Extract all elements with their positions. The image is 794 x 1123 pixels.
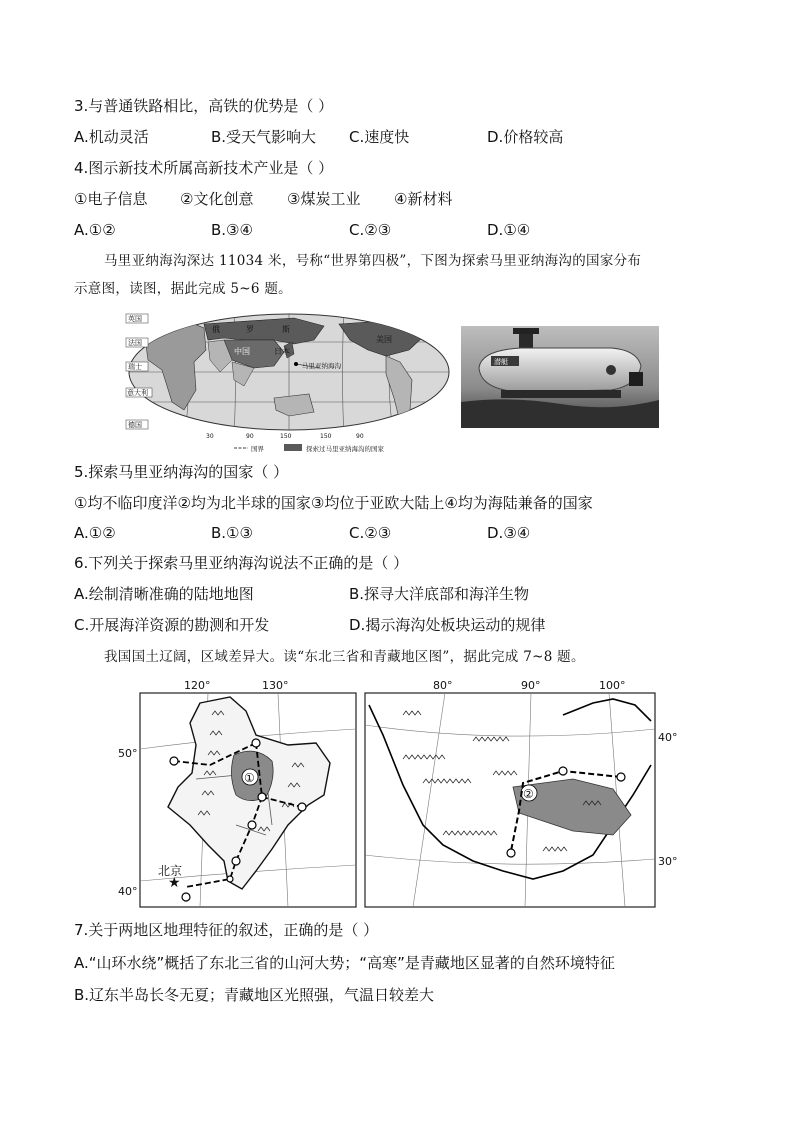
- label-france: 法国: [128, 339, 142, 347]
- label-japan: 日本: [274, 347, 290, 356]
- lon-label-5: 90: [356, 433, 364, 440]
- submersible-hull: [479, 348, 641, 392]
- beijing-label: 北京: [158, 864, 183, 878]
- qt-lon-label-2: 90°: [521, 679, 541, 692]
- q4-item-2: ②文化创意: [180, 190, 254, 208]
- passage1-line2: 示意图，读图，据此完成 5~6 题。: [74, 281, 292, 297]
- q7-stem: 7.关于两地区地理特征的叙述，正确的是（ ）: [74, 921, 379, 939]
- q4-option-d: D.①④: [487, 221, 531, 239]
- submersible-skid: [501, 390, 621, 398]
- label-uk: 英国: [128, 315, 142, 323]
- qt-lat-label-1: 40°: [658, 731, 678, 744]
- q4-item-4: ④新材料: [394, 190, 453, 208]
- q6-option-a: A.绘制清晰准确的陆地地图: [74, 585, 254, 603]
- lon-label-4: 150: [320, 433, 332, 440]
- q5-option-c: C.②③: [349, 524, 392, 542]
- world-map-figure: [124, 310, 454, 454]
- ne-lat-label-1: 50°: [118, 747, 138, 760]
- q3-stem: 3.与普通铁路相比，高铁的优势是（ ）: [74, 97, 334, 115]
- label-china: 中国: [234, 347, 250, 356]
- q7-option-a: A.“山环水绕”概括了东北三省的山河大势；“高寒”是青藏地区显著的自然环境特征: [74, 954, 615, 972]
- q5-option-a: A.①②: [74, 524, 116, 542]
- label-switzerland: 瑞士: [128, 363, 142, 371]
- q5-option-b: B.①③: [211, 524, 253, 542]
- q4-option-c: C.②③: [349, 221, 392, 239]
- ne-lon-label-1: 120°: [184, 679, 211, 692]
- lon-label-3: 150: [280, 433, 292, 440]
- qt-lat-label-2: 30°: [658, 855, 678, 868]
- qt-lon-label-1: 80°: [433, 679, 453, 692]
- label-si: 斯: [282, 325, 290, 334]
- q6-option-c: C.开展海洋资源的勘测和开发: [74, 616, 270, 634]
- qt-lon-label-3: 100°: [599, 679, 626, 692]
- q5-items: ①均不临印度洋②均为北半球的国家③均位于亚欧大陆上④均为海陆兼备的国家: [74, 494, 593, 512]
- legend-country-swatch: [284, 444, 302, 451]
- submersible-name: 潜艇: [494, 358, 508, 366]
- label-italy: 意大利: [127, 389, 148, 397]
- lon-label-2: 90: [246, 433, 254, 440]
- q4-option-a: A.①②: [74, 221, 116, 239]
- q5-option-d: D.③④: [487, 524, 531, 542]
- q6-option-b: B.探寻大洋底部和海洋生物: [349, 585, 530, 603]
- q3-option-c: C.速度快: [349, 128, 410, 146]
- passage1-line1: 马里亚纳海沟深达 11034 米，号称“世界第四极”，下图为探索马里亚纳海沟的国家分布: [104, 253, 642, 269]
- q6-option-d: D.揭示海沟处板块运动的规律: [349, 616, 546, 634]
- northeast-map-figure: [138, 675, 360, 911]
- qinghai-tibet-map-figure: [363, 675, 657, 911]
- q6-stem: 6.下列关于探索马里亚纳海沟说法不正确的是（ ）: [74, 554, 409, 572]
- q5-stem: 5.探索马里亚纳海沟的国家（ ）: [74, 463, 289, 481]
- q4-item-3: ③煤炭工业: [287, 190, 361, 208]
- porthole-icon: [606, 365, 616, 375]
- legend-border-label: 国界: [251, 445, 264, 453]
- region-2-label: ②: [523, 787, 534, 801]
- region-1-label: ①: [244, 771, 255, 785]
- q7-option-b: B.辽东半岛长冬无夏；青藏地区光照强，气温日较差大: [74, 986, 435, 1004]
- label-germany: 德国: [128, 421, 142, 429]
- label-trench: 马里亚纳海沟: [302, 362, 341, 370]
- q3-option-d: D.价格较高: [487, 128, 564, 146]
- q3-option-a: A.机动灵活: [74, 128, 149, 146]
- label-e: 俄: [212, 325, 220, 334]
- q4-option-b: B.③④: [211, 221, 253, 239]
- ne-lat-label-2: 40°: [118, 885, 138, 898]
- passage2-line1: 我国国土辽阔，区域差异大。读“东北三省和青藏地区图”，据此完成 7~8 题。: [104, 649, 585, 665]
- q3-option-b: B.受天气影响大: [211, 128, 317, 146]
- submersible-photo: [461, 326, 659, 428]
- label-luo: 罗: [246, 325, 254, 334]
- legend-country-label: 探索过马里亚纳海沟的国家: [306, 445, 384, 453]
- q4-stem: 4.图示新技术所属高新技术产业是（ ）: [74, 159, 334, 177]
- ne-lon-label-2: 130°: [262, 679, 289, 692]
- lon-label-1: 30: [206, 433, 214, 440]
- beijing-star-icon: ★: [168, 875, 181, 891]
- label-usa: 美国: [376, 335, 392, 344]
- q4-item-1: ①电子信息: [74, 190, 148, 208]
